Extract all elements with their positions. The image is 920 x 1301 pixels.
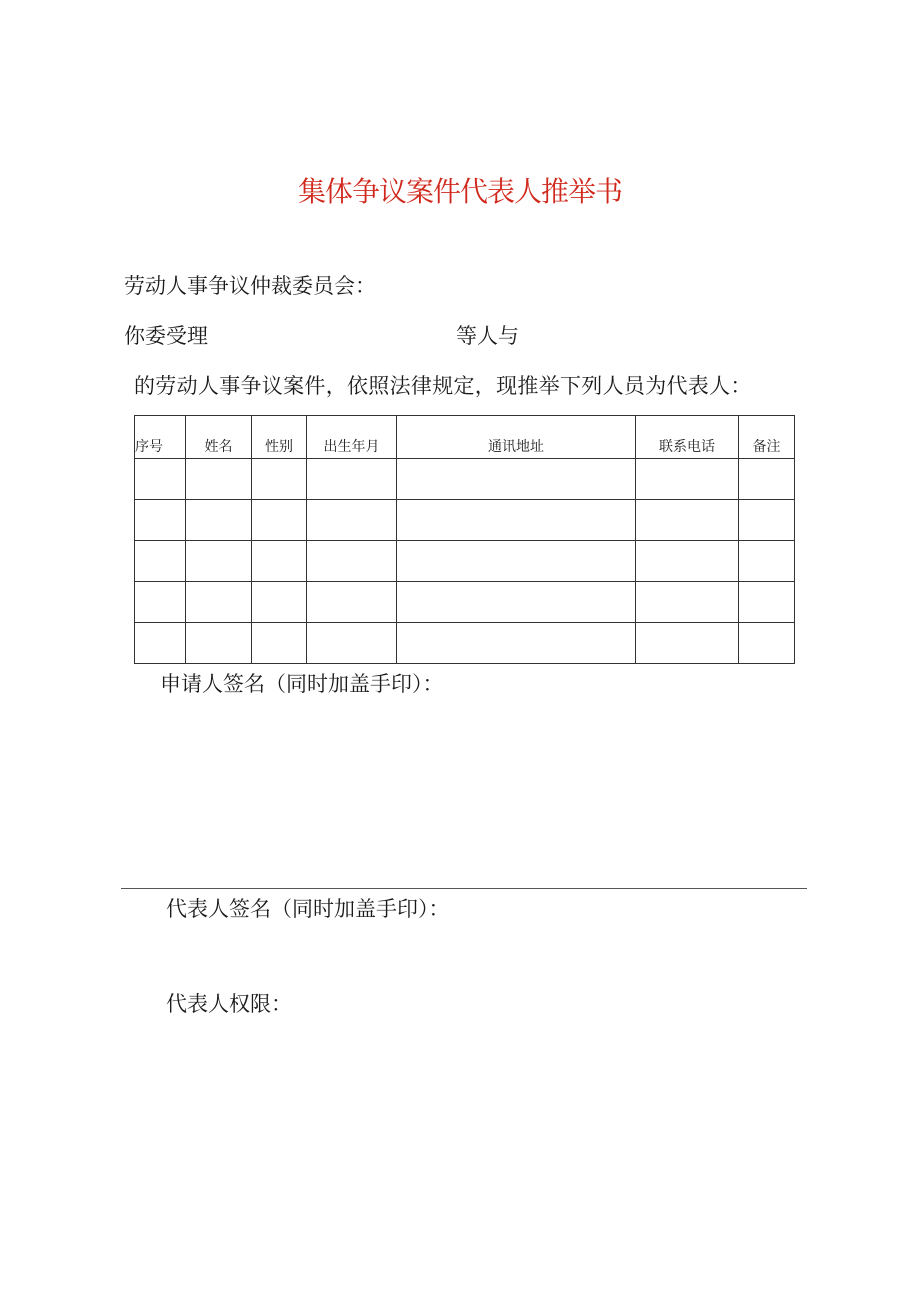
table-cell[interactable] [186, 623, 252, 664]
table-cell[interactable] [636, 459, 739, 500]
section-divider [121, 888, 807, 889]
table-cell[interactable] [307, 623, 397, 664]
header-birth: 出生年月 [307, 416, 397, 459]
table-header-row [135, 416, 795, 459]
table-cell[interactable] [252, 582, 307, 623]
addressee: 劳动人事争议仲裁委员会： [124, 274, 376, 298]
table-cell[interactable] [252, 623, 307, 664]
representative-signature-label: 代表人签名（同时加盖手印）： [166, 897, 450, 921]
accept-suffix: 等人与 [456, 324, 519, 348]
table-cell[interactable] [636, 500, 739, 541]
table-cell[interactable] [307, 582, 397, 623]
table-cell[interactable] [186, 459, 252, 500]
header-address: 通讯地址 [397, 416, 636, 459]
table-cell[interactable] [636, 541, 739, 582]
table-cell[interactable] [135, 500, 186, 541]
header-gender: 性别 [252, 416, 307, 459]
table-row [135, 623, 795, 664]
header-index: 序号 [135, 416, 186, 459]
table-cell[interactable] [739, 459, 795, 500]
table-cell[interactable] [186, 541, 252, 582]
table-cell[interactable] [636, 623, 739, 664]
table-cell[interactable] [397, 582, 636, 623]
table-cell[interactable] [636, 582, 739, 623]
representatives-table [134, 415, 795, 664]
accept-prefix: 你委受理 [124, 324, 208, 348]
table-cell[interactable] [397, 500, 636, 541]
header-name: 姓名 [186, 416, 252, 459]
table-row [135, 459, 795, 500]
table-row [135, 582, 795, 623]
table-cell[interactable] [397, 623, 636, 664]
table-row [135, 541, 795, 582]
table-cell[interactable] [135, 459, 186, 500]
table-cell[interactable] [186, 500, 252, 541]
representative-authority-label: 代表人权限： [166, 992, 292, 1016]
applicant-signature-label: 申请人签名（同时加盖手印）： [160, 672, 444, 696]
header-remarks: 备注 [739, 416, 795, 459]
table-cell[interactable] [739, 541, 795, 582]
table-cell[interactable] [739, 582, 795, 623]
table-cell[interactable] [252, 541, 307, 582]
table-cell[interactable] [307, 541, 397, 582]
table-cell[interactable] [739, 500, 795, 541]
document-title: 集体争议案件代表人推举书 [297, 175, 622, 208]
table-cell[interactable] [135, 541, 186, 582]
table-cell[interactable] [307, 500, 397, 541]
table-cell[interactable] [739, 623, 795, 664]
table-cell[interactable] [135, 623, 186, 664]
table-cell[interactable] [186, 582, 252, 623]
table-cell[interactable] [397, 541, 636, 582]
intro-text: 的劳动人事争议案件，依照法律规定，现推举下列人员为代表人： [134, 374, 752, 398]
table-cell[interactable] [135, 582, 186, 623]
table-row [135, 500, 795, 541]
table-cell[interactable] [307, 459, 397, 500]
header-phone: 联系电话 [636, 416, 739, 459]
table-cell[interactable] [252, 500, 307, 541]
table-cell[interactable] [397, 459, 636, 500]
table-cell[interactable] [252, 459, 307, 500]
